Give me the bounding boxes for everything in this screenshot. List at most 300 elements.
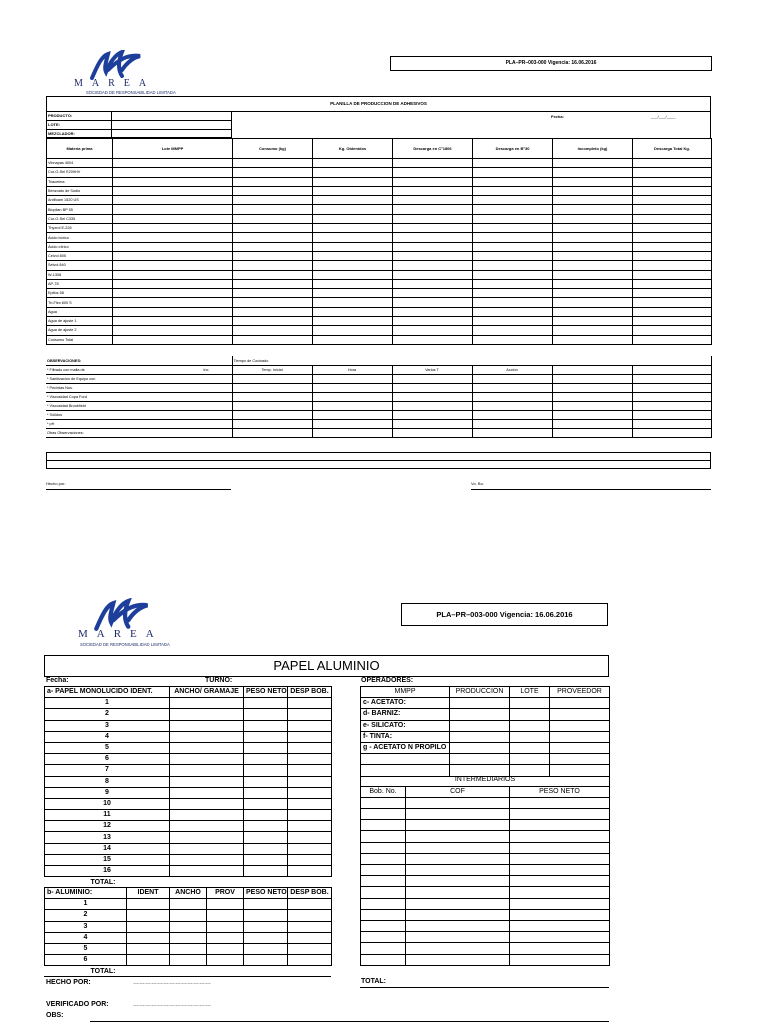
row-cell[interactable] bbox=[170, 899, 207, 910]
material-cell[interactable] bbox=[553, 317, 633, 326]
material-cell[interactable] bbox=[313, 159, 393, 168]
material-cell[interactable] bbox=[393, 270, 473, 279]
mmpp-cell[interactable] bbox=[550, 720, 610, 731]
obs-cell[interactable] bbox=[632, 383, 711, 392]
material-cell[interactable] bbox=[473, 168, 553, 177]
material-cell[interactable] bbox=[313, 335, 393, 344]
row-cell[interactable] bbox=[244, 910, 288, 921]
intermediarios-cell[interactable] bbox=[406, 932, 510, 943]
material-cell[interactable] bbox=[113, 214, 233, 223]
obs-cell[interactable] bbox=[632, 365, 711, 374]
material-cell[interactable] bbox=[633, 326, 712, 335]
material-cell[interactable] bbox=[313, 214, 393, 223]
obs-cell[interactable] bbox=[552, 374, 632, 383]
material-cell[interactable] bbox=[233, 205, 313, 214]
lote-field[interactable] bbox=[112, 121, 232, 130]
intermediarios-cell[interactable] bbox=[510, 920, 610, 931]
row-cell[interactable] bbox=[244, 720, 288, 731]
material-cell[interactable] bbox=[233, 196, 313, 205]
intermediarios-cell[interactable] bbox=[406, 887, 510, 898]
material-cell[interactable] bbox=[553, 326, 633, 335]
material-cell[interactable] bbox=[553, 298, 633, 307]
material-cell[interactable] bbox=[313, 261, 393, 270]
material-cell[interactable] bbox=[393, 298, 473, 307]
material-cell[interactable] bbox=[473, 335, 553, 344]
material-cell[interactable] bbox=[393, 335, 473, 344]
row-cell[interactable] bbox=[170, 787, 244, 798]
obs-cell[interactable] bbox=[392, 410, 472, 419]
obs-cell[interactable] bbox=[232, 383, 312, 392]
material-cell[interactable] bbox=[233, 177, 313, 186]
row-cell[interactable] bbox=[288, 787, 332, 798]
obs-cell[interactable] bbox=[232, 401, 312, 410]
material-cell[interactable] bbox=[633, 168, 712, 177]
row-cell[interactable] bbox=[207, 899, 244, 910]
obs-cell[interactable] bbox=[392, 374, 472, 383]
material-cell[interactable] bbox=[553, 224, 633, 233]
obs-cell[interactable] bbox=[392, 401, 472, 410]
row-cell[interactable] bbox=[288, 754, 332, 765]
verificado-por-dots[interactable]: ………………………………… bbox=[133, 1002, 211, 1008]
row-cell[interactable] bbox=[127, 955, 170, 966]
material-cell[interactable] bbox=[473, 251, 553, 260]
row-cell[interactable] bbox=[170, 866, 244, 877]
obs-cell[interactable] bbox=[552, 410, 632, 419]
mmpp-cell[interactable] bbox=[510, 698, 550, 709]
intermediarios-cell[interactable] bbox=[510, 887, 610, 898]
material-cell[interactable] bbox=[393, 205, 473, 214]
material-cell[interactable] bbox=[233, 335, 313, 344]
mmpp-cell[interactable] bbox=[450, 698, 510, 709]
material-cell[interactable] bbox=[233, 317, 313, 326]
obs-cell[interactable] bbox=[472, 428, 552, 437]
row-cell[interactable] bbox=[244, 765, 288, 776]
material-cell[interactable] bbox=[473, 205, 553, 214]
material-cell[interactable] bbox=[633, 307, 712, 316]
intermediarios-cell[interactable] bbox=[406, 797, 510, 808]
mmpp-cell[interactable] bbox=[450, 709, 510, 720]
material-cell[interactable] bbox=[553, 307, 633, 316]
producto-field[interactable] bbox=[112, 112, 232, 121]
mezclador-field[interactable] bbox=[112, 130, 232, 138]
material-cell[interactable] bbox=[233, 270, 313, 279]
intermediarios-cell[interactable] bbox=[510, 797, 610, 808]
material-cell[interactable] bbox=[233, 159, 313, 168]
material-cell[interactable] bbox=[113, 261, 233, 270]
intermediarios-cell[interactable] bbox=[361, 943, 406, 954]
material-cell[interactable] bbox=[633, 270, 712, 279]
material-cell[interactable] bbox=[633, 289, 712, 298]
intermediarios-cell[interactable] bbox=[361, 920, 406, 931]
material-cell[interactable] bbox=[633, 279, 712, 288]
row-cell[interactable] bbox=[170, 932, 207, 943]
material-cell[interactable] bbox=[113, 242, 233, 251]
mmpp-cell[interactable] bbox=[450, 742, 510, 753]
material-cell[interactable] bbox=[473, 186, 553, 195]
row-cell[interactable] bbox=[244, 776, 288, 787]
mmpp-cell[interactable] bbox=[550, 698, 610, 709]
material-cell[interactable] bbox=[233, 186, 313, 195]
row-cell[interactable] bbox=[170, 776, 244, 787]
obs-cell[interactable] bbox=[312, 401, 392, 410]
material-cell[interactable] bbox=[313, 326, 393, 335]
obs-cell[interactable] bbox=[472, 383, 552, 392]
row-cell[interactable] bbox=[288, 765, 332, 776]
intermediarios-cell[interactable] bbox=[361, 853, 406, 864]
material-cell[interactable] bbox=[473, 214, 553, 223]
obs-cell[interactable] bbox=[232, 410, 312, 419]
intermediarios-cell[interactable] bbox=[361, 887, 406, 898]
material-cell[interactable] bbox=[393, 224, 473, 233]
material-cell[interactable] bbox=[233, 326, 313, 335]
intermediarios-cell[interactable] bbox=[406, 842, 510, 853]
material-cell[interactable] bbox=[313, 177, 393, 186]
material-cell[interactable] bbox=[633, 251, 712, 260]
material-cell[interactable] bbox=[313, 233, 393, 242]
material-cell[interactable] bbox=[473, 307, 553, 316]
obs-cell[interactable] bbox=[472, 419, 552, 428]
row-cell[interactable] bbox=[170, 955, 207, 966]
intermediarios-cell[interactable] bbox=[406, 954, 510, 965]
material-cell[interactable] bbox=[553, 159, 633, 168]
row-cell[interactable] bbox=[170, 798, 244, 809]
mmpp-cell[interactable] bbox=[450, 720, 510, 731]
row-cell[interactable] bbox=[207, 910, 244, 921]
intermediarios-cell[interactable] bbox=[510, 954, 610, 965]
row-cell[interactable] bbox=[244, 843, 288, 854]
row-cell[interactable] bbox=[170, 832, 244, 843]
material-cell[interactable] bbox=[393, 214, 473, 223]
material-cell[interactable] bbox=[633, 224, 712, 233]
material-cell[interactable] bbox=[393, 186, 473, 195]
intermediarios-cell[interactable] bbox=[361, 898, 406, 909]
intermediarios-cell[interactable] bbox=[361, 876, 406, 887]
mmpp-cell[interactable] bbox=[550, 731, 610, 742]
row-cell[interactable] bbox=[288, 709, 332, 720]
row-cell[interactable] bbox=[288, 843, 332, 854]
obs-cell[interactable] bbox=[312, 428, 392, 437]
obs-cell[interactable] bbox=[552, 401, 632, 410]
obs-cell[interactable] bbox=[232, 392, 312, 401]
row-cell[interactable] bbox=[244, 832, 288, 843]
material-cell[interactable] bbox=[113, 326, 233, 335]
material-cell[interactable] bbox=[393, 196, 473, 205]
intermediarios-cell[interactable] bbox=[361, 831, 406, 842]
row-cell[interactable] bbox=[288, 810, 332, 821]
material-cell[interactable] bbox=[553, 242, 633, 251]
row-cell[interactable] bbox=[244, 709, 288, 720]
intermediarios-cell[interactable] bbox=[510, 876, 610, 887]
material-cell[interactable] bbox=[633, 233, 712, 242]
intermediarios-cell[interactable] bbox=[361, 932, 406, 943]
row-cell[interactable] bbox=[288, 731, 332, 742]
material-cell[interactable] bbox=[113, 270, 233, 279]
row-cell[interactable] bbox=[170, 731, 244, 742]
material-cell[interactable] bbox=[553, 270, 633, 279]
material-cell[interactable] bbox=[553, 205, 633, 214]
intermediarios-cell[interactable] bbox=[361, 809, 406, 820]
row-cell[interactable] bbox=[244, 698, 288, 709]
material-cell[interactable] bbox=[113, 307, 233, 316]
material-cell[interactable] bbox=[633, 177, 712, 186]
obs-cell[interactable] bbox=[632, 401, 711, 410]
material-cell[interactable] bbox=[233, 242, 313, 251]
obs-cell[interactable] bbox=[552, 365, 632, 374]
obs-cell[interactable] bbox=[472, 401, 552, 410]
material-cell[interactable] bbox=[233, 233, 313, 242]
row-cell[interactable] bbox=[244, 866, 288, 877]
material-cell[interactable] bbox=[553, 279, 633, 288]
row-cell[interactable] bbox=[244, 955, 288, 966]
row-cell[interactable] bbox=[170, 720, 244, 731]
fecha-blank[interactable]: ___/___/____ bbox=[651, 114, 676, 119]
material-cell[interactable] bbox=[473, 159, 553, 168]
row-cell[interactable] bbox=[244, 943, 288, 954]
material-cell[interactable] bbox=[233, 279, 313, 288]
row-cell[interactable] bbox=[170, 910, 207, 921]
row-cell[interactable] bbox=[170, 810, 244, 821]
material-cell[interactable] bbox=[633, 335, 712, 344]
row-cell[interactable] bbox=[244, 921, 288, 932]
row-cell[interactable] bbox=[244, 798, 288, 809]
mmpp-cell[interactable] bbox=[510, 731, 550, 742]
intermediarios-cell[interactable] bbox=[406, 920, 510, 931]
intermediarios-cell[interactable] bbox=[510, 898, 610, 909]
material-cell[interactable] bbox=[313, 251, 393, 260]
row-cell[interactable] bbox=[244, 731, 288, 742]
material-cell[interactable] bbox=[113, 335, 233, 344]
obs-cell[interactable] bbox=[392, 428, 472, 437]
material-cell[interactable] bbox=[473, 224, 553, 233]
material-cell[interactable] bbox=[553, 251, 633, 260]
intermediarios-cell[interactable] bbox=[510, 909, 610, 920]
material-cell[interactable] bbox=[553, 177, 633, 186]
row-cell[interactable] bbox=[170, 765, 244, 776]
material-cell[interactable] bbox=[393, 251, 473, 260]
mmpp-cell[interactable] bbox=[450, 754, 510, 765]
material-cell[interactable] bbox=[633, 159, 712, 168]
obs-cell[interactable] bbox=[632, 410, 711, 419]
intermediarios-cell[interactable] bbox=[406, 831, 510, 842]
material-cell[interactable] bbox=[473, 196, 553, 205]
row-cell[interactable] bbox=[170, 742, 244, 753]
intermediarios-cell[interactable] bbox=[510, 932, 610, 943]
row-cell[interactable] bbox=[244, 754, 288, 765]
obs-cell[interactable] bbox=[312, 419, 392, 428]
intermediarios-cell[interactable] bbox=[406, 943, 510, 954]
obs-cell[interactable] bbox=[632, 392, 711, 401]
material-cell[interactable] bbox=[113, 168, 233, 177]
mmpp-cell[interactable] bbox=[510, 709, 550, 720]
row-cell[interactable] bbox=[207, 943, 244, 954]
material-cell[interactable] bbox=[113, 177, 233, 186]
material-cell[interactable] bbox=[313, 289, 393, 298]
row-cell[interactable] bbox=[127, 899, 170, 910]
row-cell[interactable] bbox=[170, 921, 207, 932]
intermediarios-cell[interactable] bbox=[406, 898, 510, 909]
intermediarios-cell[interactable] bbox=[361, 820, 406, 831]
material-cell[interactable] bbox=[553, 335, 633, 344]
mmpp-cell[interactable] bbox=[510, 754, 550, 765]
intermediarios-cell[interactable] bbox=[361, 797, 406, 808]
material-cell[interactable] bbox=[393, 177, 473, 186]
obs-cell[interactable] bbox=[552, 428, 632, 437]
material-cell[interactable] bbox=[233, 261, 313, 270]
obs-cell[interactable] bbox=[632, 428, 711, 437]
material-cell[interactable] bbox=[233, 168, 313, 177]
mmpp-cell[interactable] bbox=[450, 731, 510, 742]
material-cell[interactable] bbox=[313, 270, 393, 279]
obs-cell[interactable] bbox=[232, 374, 312, 383]
row-cell[interactable] bbox=[207, 932, 244, 943]
material-cell[interactable] bbox=[233, 251, 313, 260]
material-cell[interactable] bbox=[113, 159, 233, 168]
mmpp-cell[interactable] bbox=[550, 709, 610, 720]
intermediarios-cell[interactable] bbox=[406, 909, 510, 920]
hecho-por-dots[interactable]: ………………………………… bbox=[133, 980, 211, 986]
material-cell[interactable] bbox=[313, 186, 393, 195]
material-cell[interactable] bbox=[113, 289, 233, 298]
intermediarios-cell[interactable] bbox=[510, 842, 610, 853]
intermediarios-cell[interactable] bbox=[361, 842, 406, 853]
material-cell[interactable] bbox=[393, 289, 473, 298]
intermediarios-cell[interactable] bbox=[406, 853, 510, 864]
row-cell[interactable] bbox=[127, 921, 170, 932]
material-cell[interactable] bbox=[393, 279, 473, 288]
material-cell[interactable] bbox=[233, 307, 313, 316]
row-cell[interactable] bbox=[170, 854, 244, 865]
material-cell[interactable] bbox=[553, 214, 633, 223]
material-cell[interactable] bbox=[313, 242, 393, 251]
material-cell[interactable] bbox=[473, 261, 553, 270]
row-cell[interactable] bbox=[288, 821, 332, 832]
material-cell[interactable] bbox=[313, 307, 393, 316]
row-cell[interactable] bbox=[170, 698, 244, 709]
material-cell[interactable] bbox=[553, 186, 633, 195]
material-cell[interactable] bbox=[313, 279, 393, 288]
material-cell[interactable] bbox=[113, 233, 233, 242]
obs-cell[interactable] bbox=[552, 419, 632, 428]
material-cell[interactable] bbox=[233, 298, 313, 307]
obs-cell[interactable] bbox=[392, 419, 472, 428]
intermediarios-cell[interactable] bbox=[406, 809, 510, 820]
obs-cell[interactable] bbox=[552, 392, 632, 401]
material-cell[interactable] bbox=[553, 168, 633, 177]
material-cell[interactable] bbox=[473, 177, 553, 186]
material-cell[interactable] bbox=[313, 205, 393, 214]
row-cell[interactable] bbox=[288, 943, 332, 954]
row-cell[interactable] bbox=[244, 932, 288, 943]
row-cell[interactable] bbox=[244, 854, 288, 865]
obs-cell[interactable] bbox=[472, 374, 552, 383]
material-cell[interactable] bbox=[233, 289, 313, 298]
row-cell[interactable] bbox=[207, 921, 244, 932]
row-cell[interactable] bbox=[207, 955, 244, 966]
material-cell[interactable] bbox=[473, 279, 553, 288]
intermediarios-cell[interactable] bbox=[406, 820, 510, 831]
material-cell[interactable] bbox=[113, 196, 233, 205]
material-cell[interactable] bbox=[113, 298, 233, 307]
row-cell[interactable] bbox=[170, 843, 244, 854]
material-cell[interactable] bbox=[633, 261, 712, 270]
row-cell[interactable] bbox=[244, 810, 288, 821]
intermediarios-cell[interactable] bbox=[510, 943, 610, 954]
material-cell[interactable] bbox=[553, 196, 633, 205]
intermediarios-cell[interactable] bbox=[510, 831, 610, 842]
material-cell[interactable] bbox=[633, 205, 712, 214]
material-cell[interactable] bbox=[393, 168, 473, 177]
material-cell[interactable] bbox=[313, 168, 393, 177]
row-cell[interactable] bbox=[127, 932, 170, 943]
row-cell[interactable] bbox=[244, 899, 288, 910]
obs-cell[interactable] bbox=[232, 419, 312, 428]
obs-cell[interactable] bbox=[632, 374, 711, 383]
row-cell[interactable] bbox=[170, 709, 244, 720]
obs-cell[interactable] bbox=[392, 392, 472, 401]
row-cell[interactable] bbox=[127, 910, 170, 921]
intermediarios-cell[interactable] bbox=[406, 876, 510, 887]
material-cell[interactable] bbox=[113, 279, 233, 288]
material-cell[interactable] bbox=[313, 317, 393, 326]
intermediarios-cell[interactable] bbox=[510, 820, 610, 831]
material-cell[interactable] bbox=[233, 214, 313, 223]
row-cell[interactable] bbox=[288, 921, 332, 932]
row-cell[interactable] bbox=[288, 932, 332, 943]
row-cell[interactable] bbox=[170, 821, 244, 832]
obs-cell[interactable] bbox=[312, 392, 392, 401]
row-cell[interactable] bbox=[288, 720, 332, 731]
material-cell[interactable] bbox=[553, 289, 633, 298]
intermediarios-cell[interactable] bbox=[510, 853, 610, 864]
material-cell[interactable] bbox=[393, 242, 473, 251]
material-cell[interactable] bbox=[633, 214, 712, 223]
row-cell[interactable] bbox=[288, 854, 332, 865]
obs-line[interactable] bbox=[90, 1021, 609, 1022]
row-cell[interactable] bbox=[288, 866, 332, 877]
material-cell[interactable] bbox=[633, 298, 712, 307]
obs-cell[interactable] bbox=[632, 419, 711, 428]
material-cell[interactable] bbox=[473, 326, 553, 335]
material-cell[interactable] bbox=[393, 159, 473, 168]
intermediarios-cell[interactable] bbox=[510, 809, 610, 820]
material-cell[interactable] bbox=[473, 317, 553, 326]
row-cell[interactable] bbox=[288, 742, 332, 753]
obs-cell[interactable] bbox=[312, 374, 392, 383]
row-cell[interactable] bbox=[170, 943, 207, 954]
row-cell[interactable] bbox=[288, 899, 332, 910]
material-cell[interactable] bbox=[313, 298, 393, 307]
row-cell[interactable] bbox=[288, 776, 332, 787]
row-cell[interactable] bbox=[288, 955, 332, 966]
mmpp-cell[interactable] bbox=[510, 720, 550, 731]
material-cell[interactable] bbox=[473, 233, 553, 242]
obs-cell[interactable] bbox=[472, 392, 552, 401]
row-cell[interactable] bbox=[288, 832, 332, 843]
intermediarios-cell[interactable] bbox=[510, 865, 610, 876]
row-cell[interactable] bbox=[127, 943, 170, 954]
mmpp-cell[interactable] bbox=[361, 754, 450, 765]
obs-cell[interactable] bbox=[232, 428, 312, 437]
material-cell[interactable] bbox=[393, 233, 473, 242]
row-cell[interactable] bbox=[288, 698, 332, 709]
row-cell[interactable] bbox=[170, 754, 244, 765]
material-cell[interactable] bbox=[313, 196, 393, 205]
material-cell[interactable] bbox=[113, 186, 233, 195]
material-cell[interactable] bbox=[473, 242, 553, 251]
intermediarios-cell[interactable] bbox=[406, 865, 510, 876]
mmpp-cell[interactable] bbox=[550, 742, 610, 753]
mmpp-cell[interactable] bbox=[510, 742, 550, 753]
